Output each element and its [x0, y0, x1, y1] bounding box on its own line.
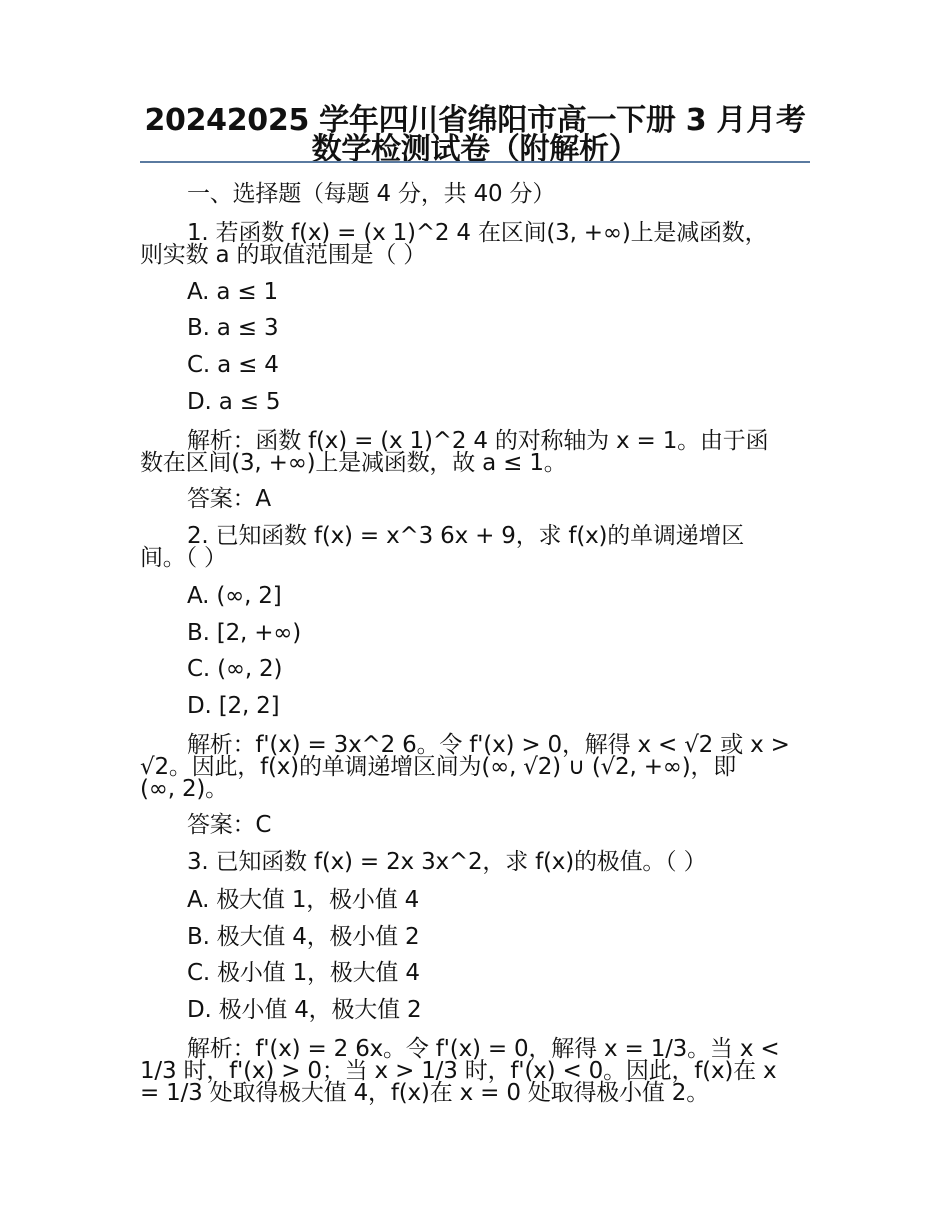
- q3-analysis-line1: 解析：f'(x) = 2 6x。令 f'(x) = 0，解得 x = 1/3。当 x <: [187, 1036, 780, 1062]
- q2-option-c: C. (∞, 2): [187, 656, 283, 682]
- q3-analysis-line3: = 1/3 处取得极大值 4，f(x)在 x = 0 处取得极小值 2。: [140, 1080, 710, 1106]
- q2-stem-line1: 2. 已知函数 f(x) = x^3 6x + 9，求 f(x)的单调递增区: [187, 523, 745, 549]
- title-underline: [140, 161, 810, 163]
- q1-option-c: C. a ≤ 4: [187, 352, 279, 378]
- section-heading: 一、选择题（每题 4 分，共 40 分）: [187, 181, 556, 207]
- q3-analysis-line2: 1/3 时，f'(x) > 0；当 x > 1/3 时，f'(x) < 0。因此，f(x)在 x: [140, 1058, 777, 1084]
- q2-option-d: D. [2, 2]: [187, 693, 280, 719]
- q3-option-c: C. 极小值 1，极大值 4: [187, 960, 420, 986]
- q2-analysis-line2: √2。因此，f(x)的单调递增区间为(∞, √2) ∪ (√2, +∞)，即: [140, 754, 737, 780]
- q1-analysis-line2: 数在区间(3, +∞)上是减函数，故 a ≤ 1。: [140, 450, 567, 476]
- q3-stem-line1: 3. 已知函数 f(x) = 2x 3x^2，求 f(x)的极值。（ ）: [187, 849, 707, 875]
- q1-stem-line1: 1. 若函数 f(x) = (x 1)^2 4 在区间(3, +∞)上是减函数，: [187, 220, 768, 246]
- q3-option-a: A. 极大值 1，极小值 4: [187, 887, 420, 913]
- q2-option-b: B. [2, +∞): [187, 620, 302, 646]
- q2-stem-line2: 间。（ ）: [140, 545, 227, 571]
- document-title: 20242025 学年四川省绵阳市高一下册 3 月月考数学检测试卷（附解析）: [144, 103, 806, 167]
- q1-option-d: D. a ≤ 5: [187, 389, 281, 415]
- q1-option-b: B. a ≤ 3: [187, 315, 279, 341]
- q1-analysis-line1: 解析：函数 f(x) = (x 1)^2 4 的对称轴为 x = 1。由于函: [187, 428, 769, 454]
- q2-analysis-line3: (∞, 2)。: [140, 776, 228, 802]
- q2-analysis-line1: 解析：f'(x) = 3x^2 6。令 f'(x) > 0，解得 x < √2 或 x >: [187, 732, 790, 758]
- q3-option-d: D. 极小值 4，极大值 2: [187, 997, 422, 1023]
- q2-option-a: A. (∞, 2]: [187, 583, 282, 609]
- q1-stem-line2: 则实数 a 的取值范围是（ ）: [140, 242, 427, 268]
- q1-answer: 答案：A: [187, 486, 271, 512]
- q2-answer: 答案：C: [187, 812, 272, 838]
- q3-option-b: B. 极大值 4，极小值 2: [187, 924, 420, 950]
- q1-option-a: A. a ≤ 1: [187, 279, 278, 305]
